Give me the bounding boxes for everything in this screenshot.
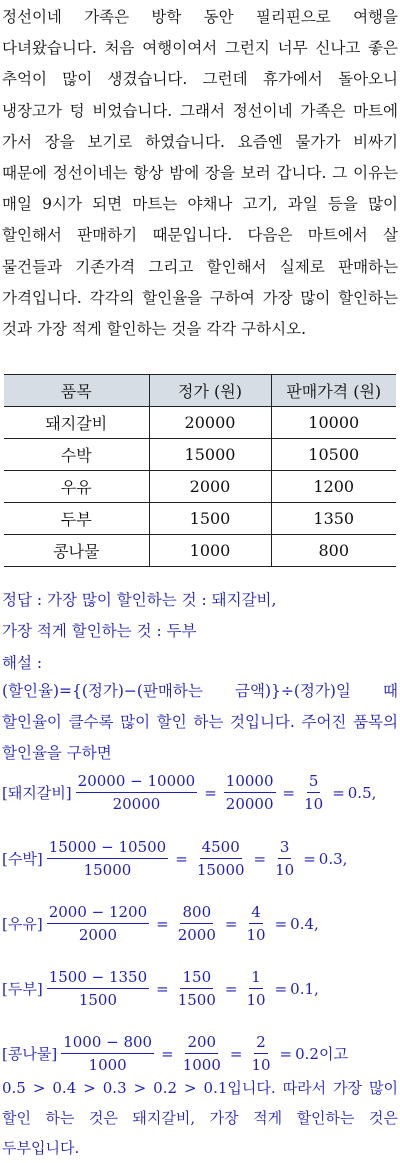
list-price: 1500 — [149, 503, 271, 535]
equals-sign: = — [156, 914, 169, 933]
item-name: 우유 — [4, 471, 149, 503]
equation-result: 0.5, — [347, 783, 377, 802]
numerator: 20000 − 10000 — [76, 772, 198, 793]
header-item: 품목 — [4, 375, 149, 407]
numerator: 1 — [249, 968, 263, 989]
numerator: 200 — [185, 1033, 218, 1054]
equation-pork-ribs — [2, 772, 376, 813]
table-row — [4, 407, 396, 439]
fraction — [302, 772, 325, 813]
fraction — [47, 903, 149, 944]
denominator: 1000 — [88, 1056, 127, 1074]
sale-price: 1350 — [271, 503, 396, 535]
numerator: 2 — [254, 1033, 268, 1054]
equals-sign: = — [156, 979, 169, 998]
answer-line-1: 정답 : 가장 많이 할인하는 것 : 돼지갈비, — [2, 591, 277, 609]
denominator: 10 — [246, 991, 266, 1009]
list-price: 1000 — [149, 535, 271, 567]
fraction — [176, 968, 218, 1009]
answer-line-2: 가장 적게 할인하는 것 : 두부 — [2, 622, 197, 640]
equals-sign: = — [204, 783, 217, 802]
equals-sign: = — [332, 783, 345, 802]
equals-sign: = — [274, 979, 288, 998]
sale-price: 10000 — [271, 407, 396, 439]
price-table — [4, 374, 396, 567]
denominator: 10 — [246, 926, 266, 944]
equals-sign: = — [279, 1044, 293, 1063]
denominator: 15000 — [83, 861, 132, 879]
equals-sign: = — [161, 1044, 174, 1063]
equation-result: 0.4, — [290, 914, 319, 933]
fraction — [61, 1033, 154, 1074]
denominator: 10 — [275, 861, 295, 879]
denominator: 2000 — [177, 926, 216, 944]
numerator: 4500 — [200, 838, 242, 859]
problem-text: 정선이네 가족은 방학 동안 필리핀으로 여행을 다녀왔습니다. 처음 여행이여서 그런지 너무 신나고 좋은 추억이 많이 생겼습니다. 그런데 휴가에서 돌아오니 냉장고가 텅 비었습니다. 그래서 정선이네 가족은 마트에 가서 장을 보기로 하였습니다. 요즘엔 물가가 비싸기 때문에 정선이네는 항상 밤에 장을 보러 갑니다. 그 이유는 매일 9시가 되면 마트는 야채나 고기, 과일 등을 많이 할인해서 판매하기 때문입니다. 다음은 마트에서 살 물건들과 기존가격 그리고 할인해서 실제로 판매하는 가격입니다. 각각의 할인율을 구하여 가장 많이 할인하는 것과 가장 적게 할인하는 것을 각각 구하시오. — [2, 8, 398, 339]
fraction — [176, 903, 218, 944]
fraction — [249, 1033, 272, 1074]
sale-price: 10500 — [271, 439, 396, 471]
table-row — [4, 439, 396, 471]
fraction — [47, 968, 149, 1009]
fraction — [224, 772, 276, 813]
numerator: 1000 − 800 — [61, 1033, 154, 1054]
numerator: 1500 − 1350 — [47, 968, 149, 989]
equation-milk — [2, 903, 319, 944]
fraction — [273, 838, 296, 879]
denominator: 1500 — [177, 991, 216, 1009]
header-sale-price: 판매가격 (원) — [271, 375, 396, 407]
equals-sign: = — [229, 1044, 243, 1063]
numerator: 10000 — [224, 772, 276, 793]
equals-sign: = — [224, 914, 238, 933]
solution-conclusion: 0.5 > 0.4 > 0.3 > 0.2 > 0.1입니다. 따라서 가장 많이 할인 하는 것은 돼지갈비, 가장 적게 할인하는 것은 두부입니다. — [2, 1079, 398, 1157]
denominator: 20000 — [225, 795, 274, 813]
fraction — [47, 838, 169, 879]
list-price: 15000 — [149, 439, 271, 471]
table-row — [4, 471, 396, 503]
equation-tofu — [2, 968, 319, 1009]
denominator: 15000 — [196, 861, 245, 879]
item-name: 두부 — [4, 503, 149, 535]
list-price: 20000 — [149, 407, 271, 439]
table-row — [4, 503, 396, 535]
numerator: 800 — [180, 903, 213, 924]
table-row — [4, 535, 396, 567]
denominator: 10 — [304, 795, 324, 813]
fraction — [244, 903, 267, 944]
solution-heading: 해설 : — [2, 654, 43, 672]
header-list-price: 정가 (원) — [149, 375, 271, 407]
sale-price: 1200 — [271, 471, 396, 503]
item-name: 콩나물 — [4, 535, 149, 567]
equals-sign: = — [224, 979, 238, 998]
numerator: 2000 − 1200 — [47, 903, 149, 924]
fraction — [76, 772, 198, 813]
equals-sign: = — [175, 849, 188, 868]
fraction — [244, 968, 267, 1009]
denominator: 2000 — [78, 926, 117, 944]
fraction — [195, 838, 247, 879]
equation-label: [돼지갈비] — [2, 784, 72, 802]
fraction — [181, 1033, 223, 1074]
denominator: 1500 — [78, 991, 117, 1009]
numerator: 3 — [278, 838, 292, 859]
equation-label: [우유] — [2, 915, 43, 933]
equation-bean-sprouts — [2, 1033, 348, 1074]
equation-result: 0.2이고 — [295, 1045, 348, 1063]
equation-watermelon — [2, 838, 347, 879]
equation-label: [두부] — [2, 980, 43, 998]
equals-sign: = — [253, 849, 267, 868]
numerator: 15000 − 10500 — [47, 838, 169, 859]
item-name: 수박 — [4, 439, 149, 471]
denominator: 10 — [251, 1056, 271, 1074]
numerator: 4 — [249, 903, 263, 924]
item-name: 돼지갈비 — [4, 407, 149, 439]
sale-price: 800 — [271, 535, 396, 567]
list-price: 2000 — [149, 471, 271, 503]
equals-sign: = — [282, 783, 296, 802]
numerator: 5 — [307, 772, 321, 793]
equation-result: 0.1, — [290, 979, 319, 998]
equation-label: [콩나물] — [2, 1045, 58, 1063]
equals-sign: = — [274, 914, 288, 933]
equation-result: 0.3, — [318, 849, 348, 868]
numerator: 150 — [180, 968, 213, 989]
denominator: 1000 — [182, 1056, 221, 1074]
denominator: 20000 — [112, 795, 161, 813]
equals-sign: = — [303, 849, 316, 868]
table-header-row — [4, 375, 396, 407]
solution-explanation: (할인율)={(정가)−(판매하는 금액)}÷(정가)일 때 할인율이 클수록 많이 할인 하는 것입니다. 주어진 품목의 할인율을 구하면 — [2, 682, 398, 762]
equation-label: [수박] — [2, 850, 43, 868]
